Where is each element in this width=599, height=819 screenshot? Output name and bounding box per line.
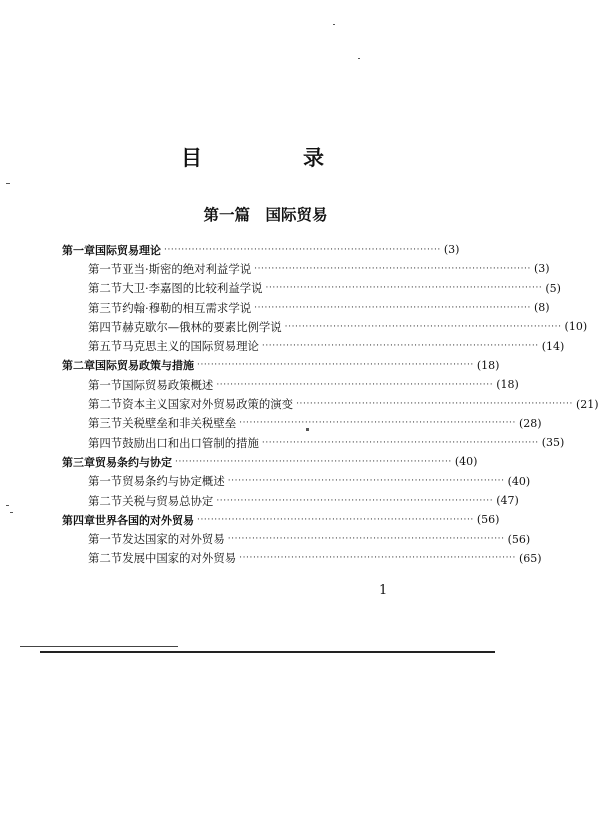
toc-entry-number: 第三节 <box>88 300 123 315</box>
toc-dot-leader: ················································································ <box>227 534 505 545</box>
toc-entry-title: 国际贸易政策概述 <box>122 377 214 392</box>
toc-section-row <box>62 375 519 394</box>
toc-section-row <box>62 336 565 355</box>
toc-entry-number: 第一节 <box>88 377 123 392</box>
toc-entry-page: (8) <box>533 301 550 315</box>
toc-dot-leader: ················································································ <box>164 244 441 255</box>
toc-entry-number: 第三节 <box>88 416 123 431</box>
toc-section-row <box>62 394 599 413</box>
toc-entry-page: (40) <box>507 474 531 488</box>
scan-speck <box>306 428 309 431</box>
toc-entry-page: (40) <box>454 455 478 469</box>
toc-dot-leader: ················································································ <box>197 360 474 371</box>
toc-entry-page: (18) <box>476 358 500 372</box>
toc-entry-page: (65) <box>518 551 542 565</box>
toc-section-row <box>62 433 565 452</box>
toc-entry-number: 第二章 <box>62 359 95 373</box>
scan-speck <box>6 505 9 506</box>
toc-entry-page: (18) <box>496 378 519 392</box>
toc-entry-title: 赫克歇尔—俄林的要素比例学说 <box>122 319 282 334</box>
toc-section-row <box>62 529 531 548</box>
toc-entry-page: (21) <box>575 397 599 411</box>
toc-entry-page: (56) <box>476 513 500 527</box>
toc-entry-page: (56) <box>507 532 531 546</box>
toc-section-row <box>62 259 550 278</box>
part-title: 第一篇 国际贸易 <box>203 206 328 224</box>
toc-dot-leader: ················································································ <box>254 302 531 313</box>
toc-chapter-row <box>62 510 500 529</box>
toc-dot-leader: ················································································ <box>261 437 539 448</box>
toc-entry-title: 国际贸易理论 <box>95 243 161 257</box>
toc-entry-number: 第五节 <box>88 339 123 354</box>
toc-chapter-row <box>62 356 500 375</box>
toc-entry-page: (5) <box>545 281 561 295</box>
toc-section-row <box>62 298 550 317</box>
toc-entry-number: 第二节 <box>88 551 123 566</box>
toc-entry-title: 关税壁垒和非关税壁垒 <box>122 416 237 431</box>
toc-dot-leader: ················································································ <box>254 263 531 274</box>
toc-entry-number: 第一节 <box>88 261 123 276</box>
toc-dot-leader: ················································································ <box>227 476 505 487</box>
toc-entry-title: 约翰·穆勒的相互需求学说 <box>122 300 252 315</box>
toc-entry-title: 发达国家的对外贸易 <box>122 532 225 547</box>
toc-entry-number: 第一节 <box>88 532 123 547</box>
toc-entry-title: 贸易条约与协定概述 <box>122 474 225 489</box>
toc-entry-page: (28) <box>518 416 542 430</box>
toc-entry-title: 亚当·斯密的绝对利益学说 <box>122 261 252 276</box>
scan-speck <box>358 58 360 59</box>
toc-entry-page: (14) <box>541 339 565 353</box>
toc-entry-number: 第四节 <box>88 435 123 450</box>
toc-entry-page: (3) <box>443 243 460 257</box>
toc-section-row <box>62 491 519 510</box>
toc-entry-number: 第一节 <box>88 474 123 489</box>
toc-entry-number: 第四节 <box>88 319 123 334</box>
toc-dot-leader: ················································································ <box>284 321 562 332</box>
toc-entry-number: 第三章 <box>62 455 95 469</box>
toc-entry-number: 第二节 <box>88 397 123 412</box>
toc-entry-title: 马克思主义的国际贸易理论 <box>122 339 259 354</box>
toc-section-row <box>62 472 531 491</box>
toc-entry-page: (3) <box>533 262 550 276</box>
toc-dot-leader: ················································································ <box>197 514 474 525</box>
toc-dot-leader: ················································································ <box>175 456 452 467</box>
toc-entry-title: 资本主义国家对外贸易政策的演变 <box>122 397 294 412</box>
toc-entry-page: (10) <box>564 320 588 334</box>
scan-speck <box>333 24 335 25</box>
toc-entry-title: 发展中国家的对外贸易 <box>122 551 237 566</box>
toc-entry-page: (35) <box>541 436 565 450</box>
toc-section-row <box>62 414 542 433</box>
toc-section-row <box>62 317 588 336</box>
toc-entry-number: 第二节 <box>88 493 123 508</box>
toc-dot-leader: ················································································ <box>239 553 516 564</box>
toc-section-row <box>62 549 542 568</box>
toc-entry-title: 关税与贸易总协定 <box>122 493 214 508</box>
toc-dot-leader: ················································································ <box>265 283 543 294</box>
toc-chapter-row <box>62 452 478 471</box>
scan-speck <box>6 183 10 184</box>
toc-dot-leader: ················································································ <box>239 418 516 429</box>
toc-entry-title: 世界各国的对外贸易 <box>95 513 194 527</box>
toc-entry-page: (47) <box>496 494 519 507</box>
toc-chapter-row <box>62 240 460 259</box>
toc-entry-number: 第一章 <box>62 243 95 257</box>
toc-entry-title: 贸易条约与协定 <box>95 455 172 469</box>
page-title: 目 录 <box>181 146 364 170</box>
toc-dot-leader: ················································································ <box>261 341 539 352</box>
toc-dot-leader: ················································································ <box>216 379 494 390</box>
toc-entry-title: 大卫·李嘉图的比较利益学说 <box>122 281 263 296</box>
toc-dot-leader: ················································································ <box>296 399 573 410</box>
table-of-contents <box>62 240 599 568</box>
page-number: 1 <box>379 583 388 598</box>
toc-entry-number: 第四章 <box>62 513 95 527</box>
toc-dot-leader: ················································································ <box>216 495 494 506</box>
toc-section-row <box>62 279 561 298</box>
toc-entry-number: 第二节 <box>88 281 123 296</box>
scan-speck <box>10 512 13 513</box>
toc-entry-title: 鼓励出口和出口管制的措施 <box>122 435 259 450</box>
footer-rule-long <box>40 651 495 653</box>
toc-entry-title: 国际贸易政策与措施 <box>95 359 194 373</box>
footer-rule-short <box>20 646 178 647</box>
